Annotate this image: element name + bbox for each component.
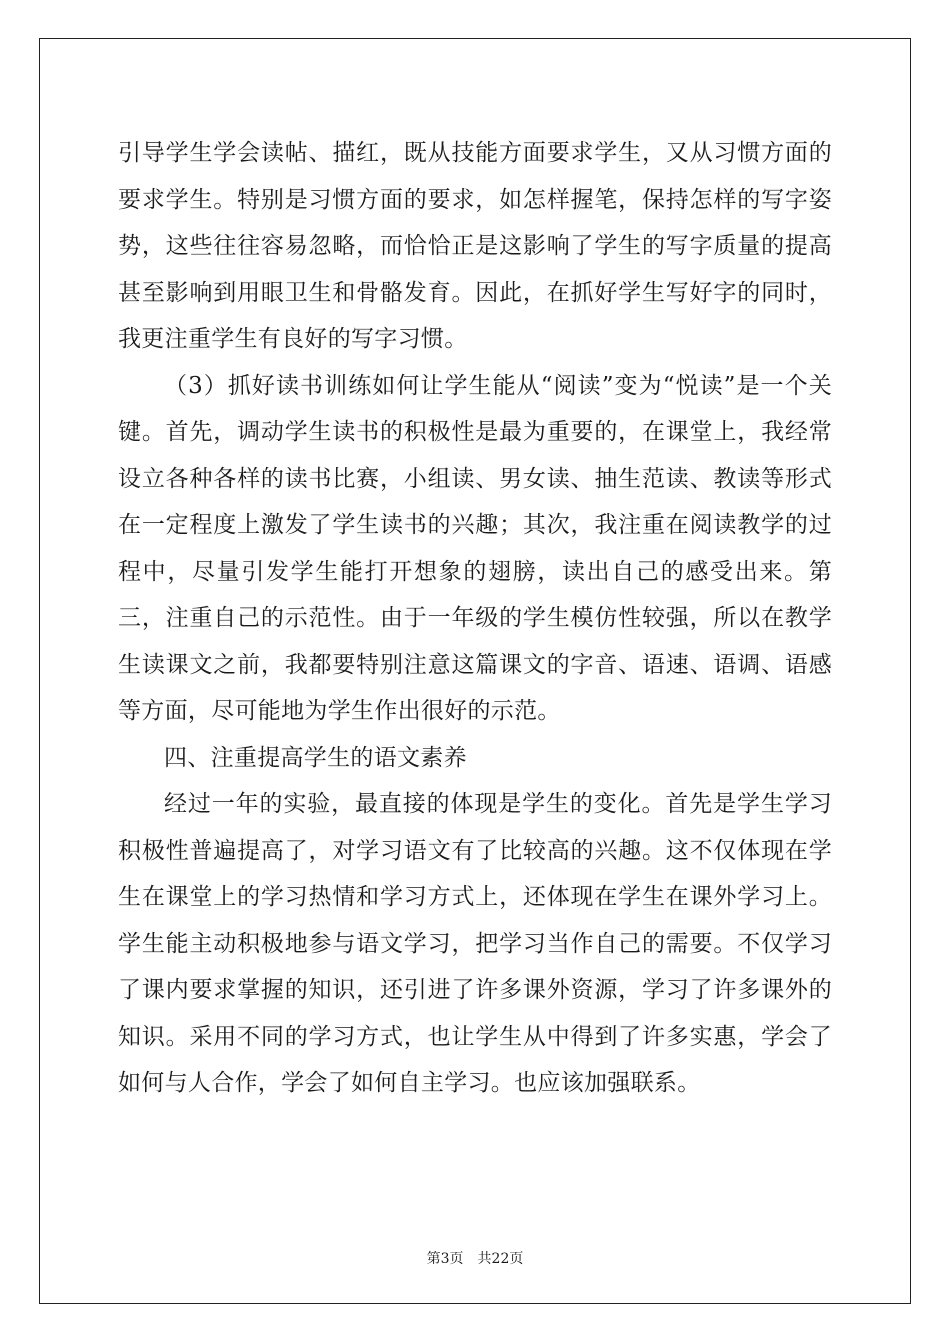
section-heading: 四、注重提高学生的语文素养 [164,744,467,771]
page-footer [0,1248,950,1268]
page-total: 共22页 [477,1251,524,1267]
paragraph-2: （3）抓好读书训练如何让学生能从“阅读”变为“悦读”是一个关键。首先，调动学生读书的积极性是最为重要的，在课堂上，我经常设立各种各样的读书比赛，小组读、男女读、抽生范读、教读等形式在一定程度上激发了学生读书的兴趣；其次，我注重在阅读教学的过程中，尽量引发学生能打开想象的翅膀，读出自己的感受出来。第三，注重自己的示范性。由于一年级的学生模仿性较强，所以在教学生读课文之前，我都要特别注意这篇课文的字音、语速、语调、语感等方面，尽可能地为学生作出很好的示范。 [118,372,832,724]
page-number: 第3页 [426,1251,464,1267]
paragraph-1: 引导学生学会读帖、描红，既从技能方面要求学生，又从习惯方面的要求学生。特别是习惯方面的要求，如怎样握笔，保持怎样的写字姿势，这些往往容易忽略，而恰恰正是这影响了学生的写字质量的提高甚至影响到用眼卫生和骨骼发育。因此，在抓好学生写好字的同时，我更注重学生有良好的写字习惯。 [118,140,832,352]
document-body [118,130,832,1107]
paragraph-4: 经过一年的实验，最直接的体现是学生的变化。首先是学生学习积极性普遍提高了，对学习语文有了比较高的兴趣。这不仅体现在学生在课堂上的学习热情和学习方式上，还体现在学生在课外学习上。学生能主动积极地参与语文学习，把学习当作自己的需要。不仅学习了课内要求掌握的知识，还引进了许多课外资源，学习了许多课外的知识。采用不同的学习方式，也让学生从中得到了许多实惠，学会了如何与人合作，学会了如何自主学习。也应该加强联系。 [118,791,832,1096]
